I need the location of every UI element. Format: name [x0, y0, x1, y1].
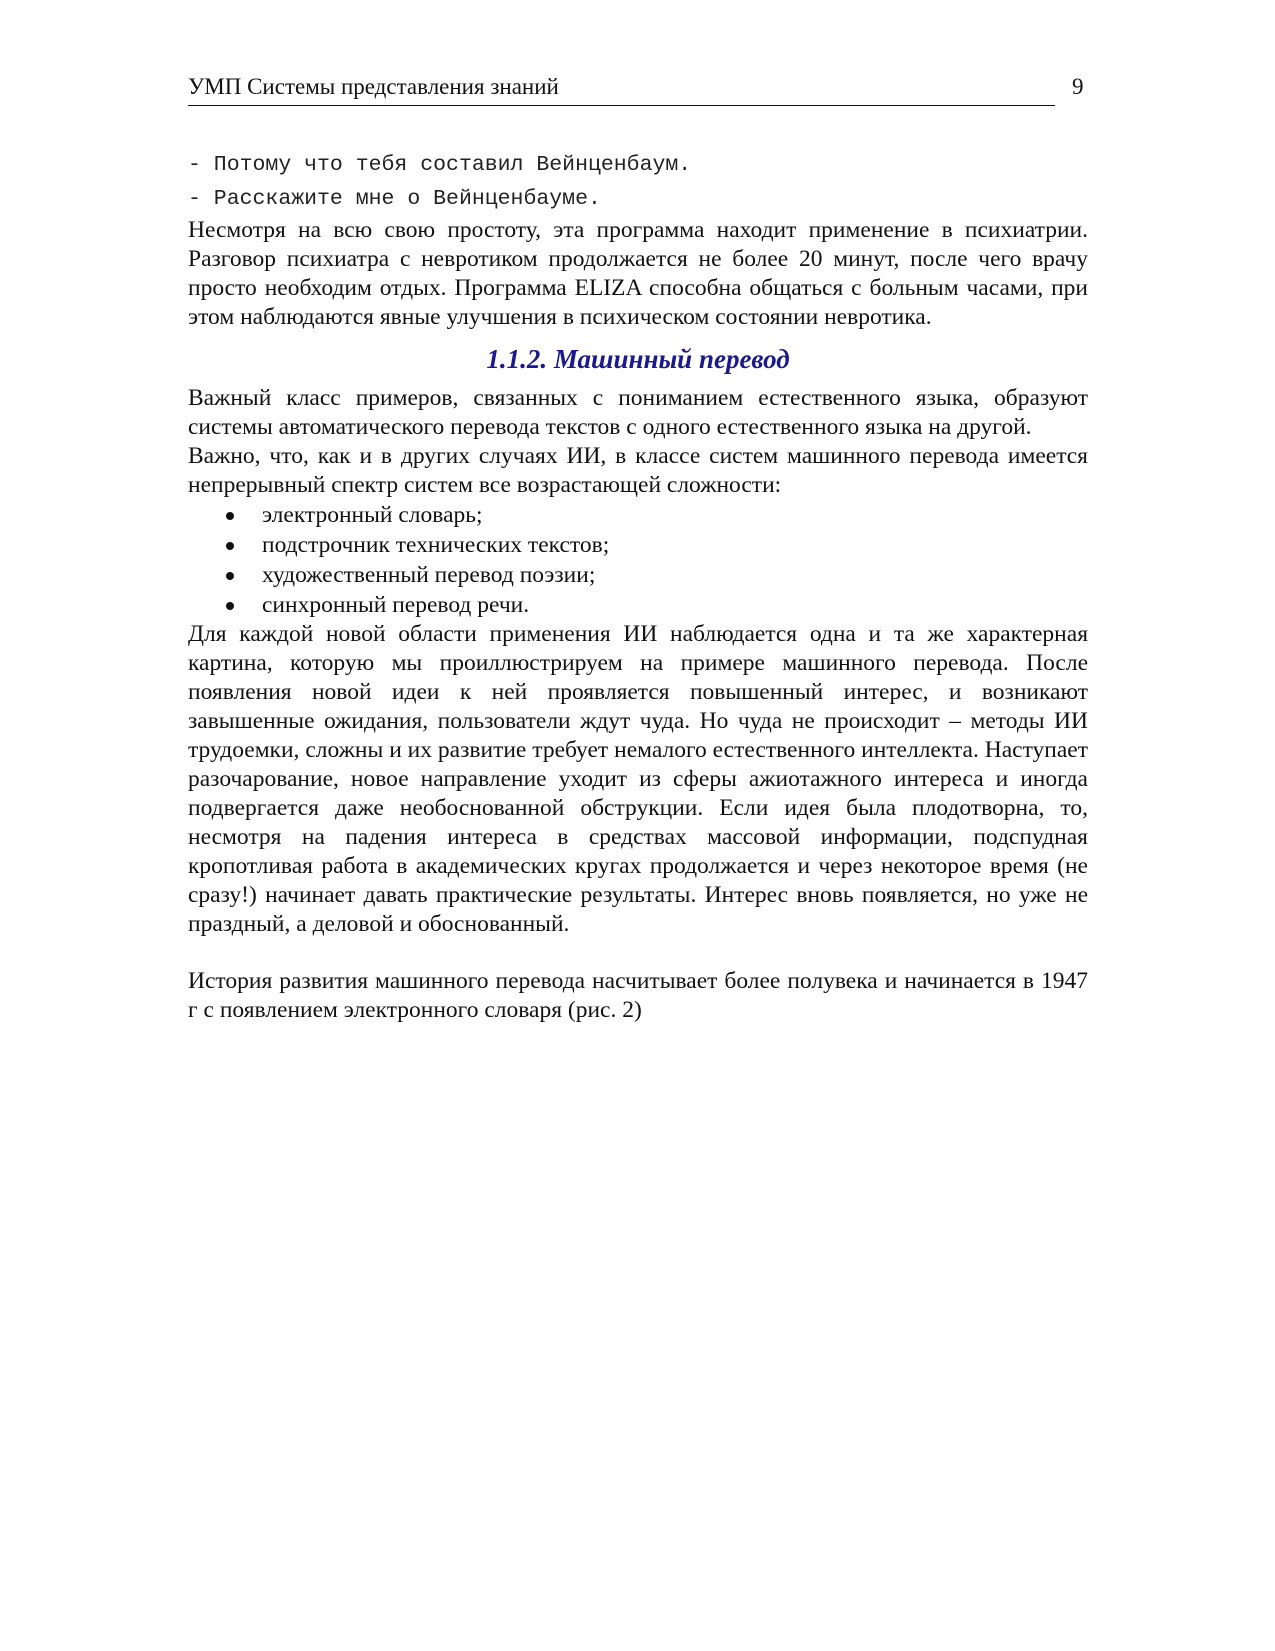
header-title: УМП Системы представления знаний	[188, 74, 559, 99]
bullet-list	[188, 500, 1088, 620]
list-item	[188, 590, 1088, 620]
list-item	[188, 560, 1088, 590]
page-header	[188, 72, 1050, 104]
list-item-text: подстрочник технических текстов;	[262, 532, 610, 558]
paragraph-spectrum: Важно, что, как и в других случаях ИИ, в классе систем машинного перевода имеется непрерывный спектр систем все возрастающей сложности:	[188, 443, 1088, 498]
list-item-text: художественный перевод поэзии;	[262, 562, 596, 588]
page-number: 9	[1072, 74, 1084, 99]
dialogue-line: - Потому что тебя составил Вейнценбаум.	[188, 153, 692, 177]
page-content	[188, 148, 1088, 1025]
bullet-icon	[226, 602, 234, 610]
list-item-text: электронный словарь;	[262, 502, 483, 528]
dialogue-line: - Расскажите мне о Вейнценбауме.	[188, 187, 601, 211]
section-heading: 1.1.2. Машинный перевод	[486, 344, 790, 374]
header-rule	[188, 105, 1055, 106]
paragraph-history: История развития машинного перевода насчитывает более полувека и начинается в 1947 г с появлением электронного словаря (рис. 2)	[188, 968, 1088, 1023]
paragraph-hype-cycle: Для каждой новой области применения ИИ наблюдается одна и та же характерная картина, которую мы проиллюстрируем на примере машинного перевода. После появления новой идеи к ней проявляется повышенный интерес, и возникают завышенные ожидания, пользователи ждут чуда. Но чуда не происходит – методы ИИ трудоемки, сложны и их развитие требует немалого естественного интеллекта. Наступает разочарование, новое направление уходит из сферы ажиотажного интереса и иногда подвергается даже необоснованной обструкции. Если идея была плодотворна, то, несмотря на падения интереса в средствах массовой информации, подспудная кропотливая работа в академических кругах продолжается и через некоторое время (не сразу!) начинает давать практические результаты. Интерес вновь появляется, но уже не праздный, а деловой и обоснованный.	[188, 621, 1088, 937]
list-item-text: синхронный перевод речи.	[262, 592, 530, 618]
paragraph-gap	[188, 939, 1088, 967]
bullet-icon	[226, 512, 234, 520]
bullet-icon	[226, 572, 234, 580]
paragraph-eliza: Несмотря на всю свою простоту, эта программа находит применение в психиатрии. Разговор психиатра с невротиком продолжается не более 20 минут, после чего врачу просто необходим отдых. Программа ELIZA способна общаться с больным часами, при этом наблюдаются явные улучшения в психическом состоянии невротика.	[188, 217, 1088, 330]
list-item	[188, 500, 1088, 530]
list-item	[188, 530, 1088, 560]
paragraph-intro: Важный класс примеров, связанных с пониманием естественного языка, образуют системы автоматического перевода текстов с одного естественного языка на другой.	[188, 385, 1088, 440]
bullet-icon	[226, 542, 234, 550]
